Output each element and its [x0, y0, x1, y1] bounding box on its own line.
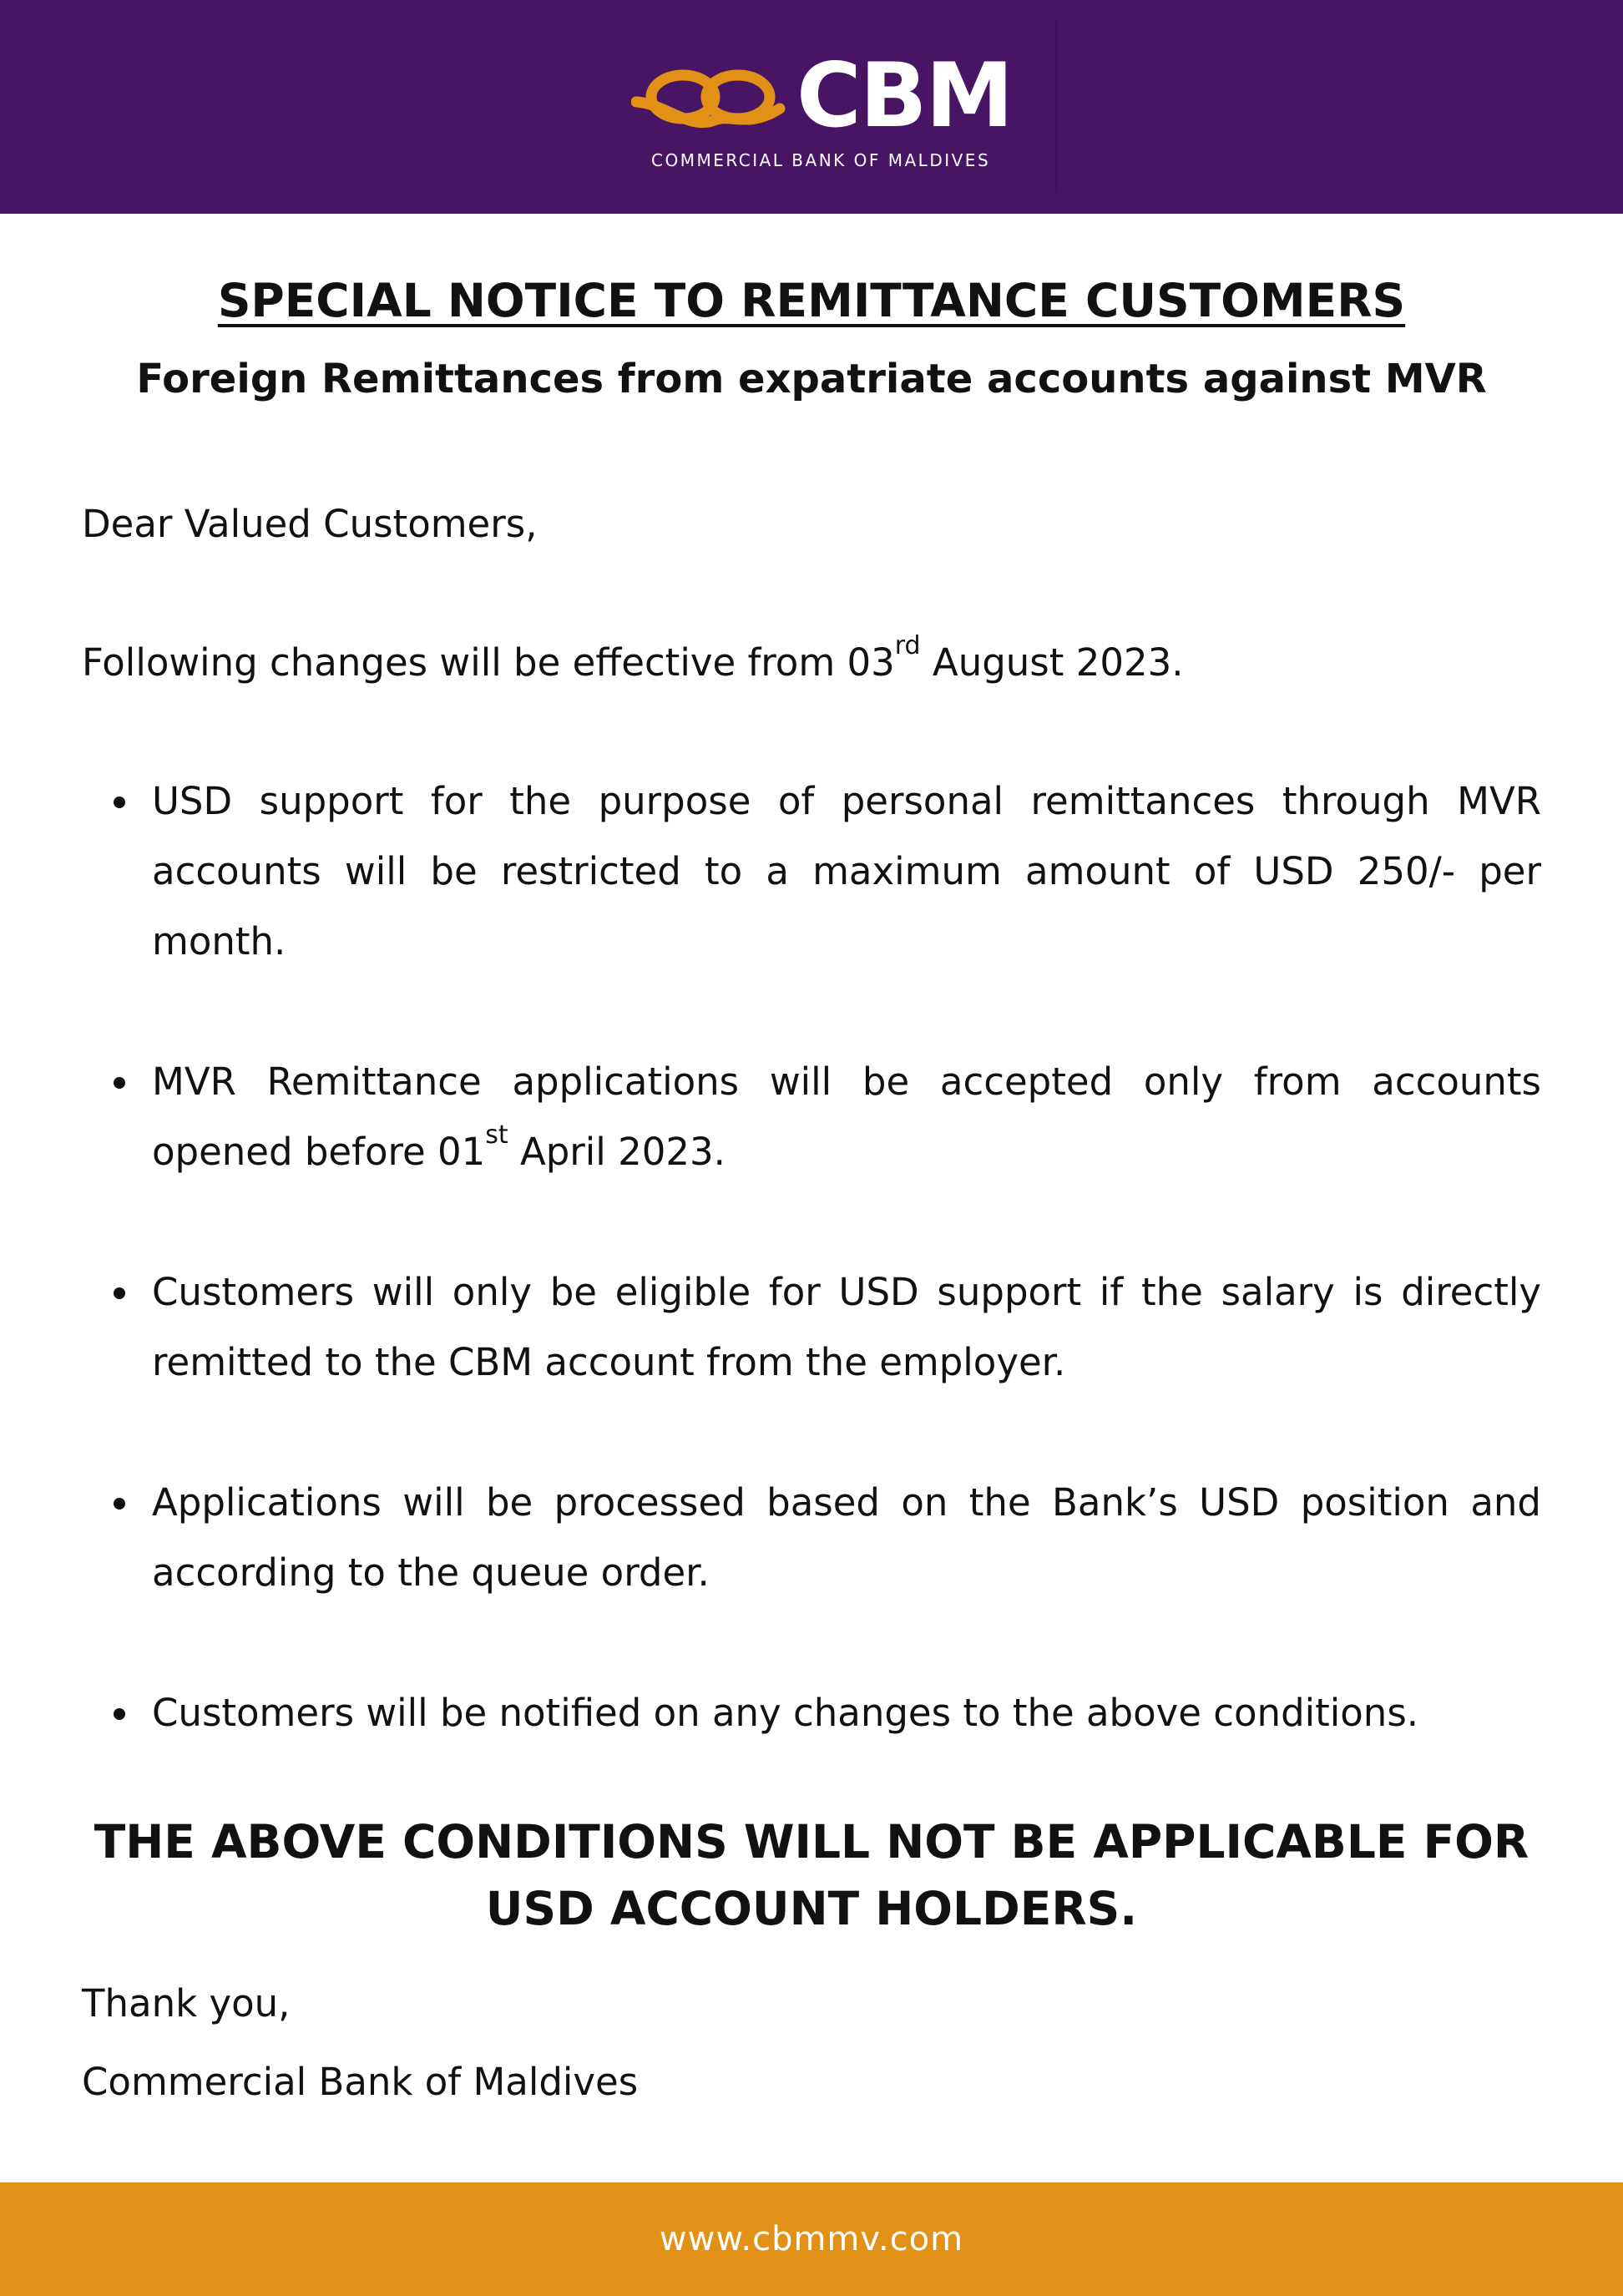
logo-wordmark: CBM	[796, 44, 1013, 147]
header-banner	[0, 0, 1623, 214]
emphasis-line: THE ABOVE CONDITIONS WILL NOT BE APPLICABLE FOR	[94, 1815, 1529, 1869]
greeting: Dear Valued Customers,	[82, 502, 538, 546]
notice-subtitle: Foreign Remittances from expatriate accounts against MVR	[136, 356, 1487, 402]
bullet-date: April 2023.	[508, 1130, 726, 1174]
signature: Commercial Bank of Maldives	[82, 2060, 639, 2104]
list-item	[82, 1468, 1541, 1608]
intro-text: Following changes will be effective from 03	[82, 640, 895, 685]
list-item	[82, 1047, 1541, 1187]
bullet-text: MVR Remittance applications will be accepted only from accounts opened before 01	[152, 1059, 1541, 1174]
logo-subtitle: COMMERCIAL BANK OF MALDIVES	[651, 150, 991, 170]
ordinal-suffix: st	[485, 1120, 508, 1150]
website-link[interactable]: www.cbmmv.com	[659, 2220, 964, 2258]
conditions-list	[82, 766, 1541, 1748]
emphasis-notice	[0, 1808, 1623, 1942]
bullet-text: Customers will be notified on any changes to the above conditions.	[152, 1691, 1419, 1735]
bullet-text: Applications will be processed based on the Bank’s USD position and according to the queue order.	[152, 1480, 1541, 1595]
emphasis-line: USD ACCOUNT HOLDERS.	[485, 1882, 1138, 1935]
list-item	[82, 766, 1541, 977]
header-divider	[1055, 20, 1057, 192]
footer-banner	[0, 2182, 1623, 2296]
notice-title: SPECIAL NOTICE TO REMITTANCE CUSTOMERS	[217, 274, 1406, 327]
bullet-text: Customers will only be eligible for USD support if the salary is directly remitted to the CBM account from the employer.	[152, 1270, 1541, 1384]
intro-date: August 2023.	[920, 640, 1184, 685]
list-item	[82, 1678, 1541, 1748]
ordinal-suffix: rd	[894, 631, 921, 660]
effective-date-line	[82, 628, 1184, 698]
cbm-logo	[631, 44, 1013, 174]
list-item	[82, 1257, 1541, 1398]
knot-logo-icon	[631, 60, 786, 144]
closing: Thank you,	[82, 1981, 291, 2025]
bullet-text: USD support for the purpose of personal remittances through MVR accounts will be restricted to a maximum amount of USD 250/- per month.	[152, 779, 1541, 963]
